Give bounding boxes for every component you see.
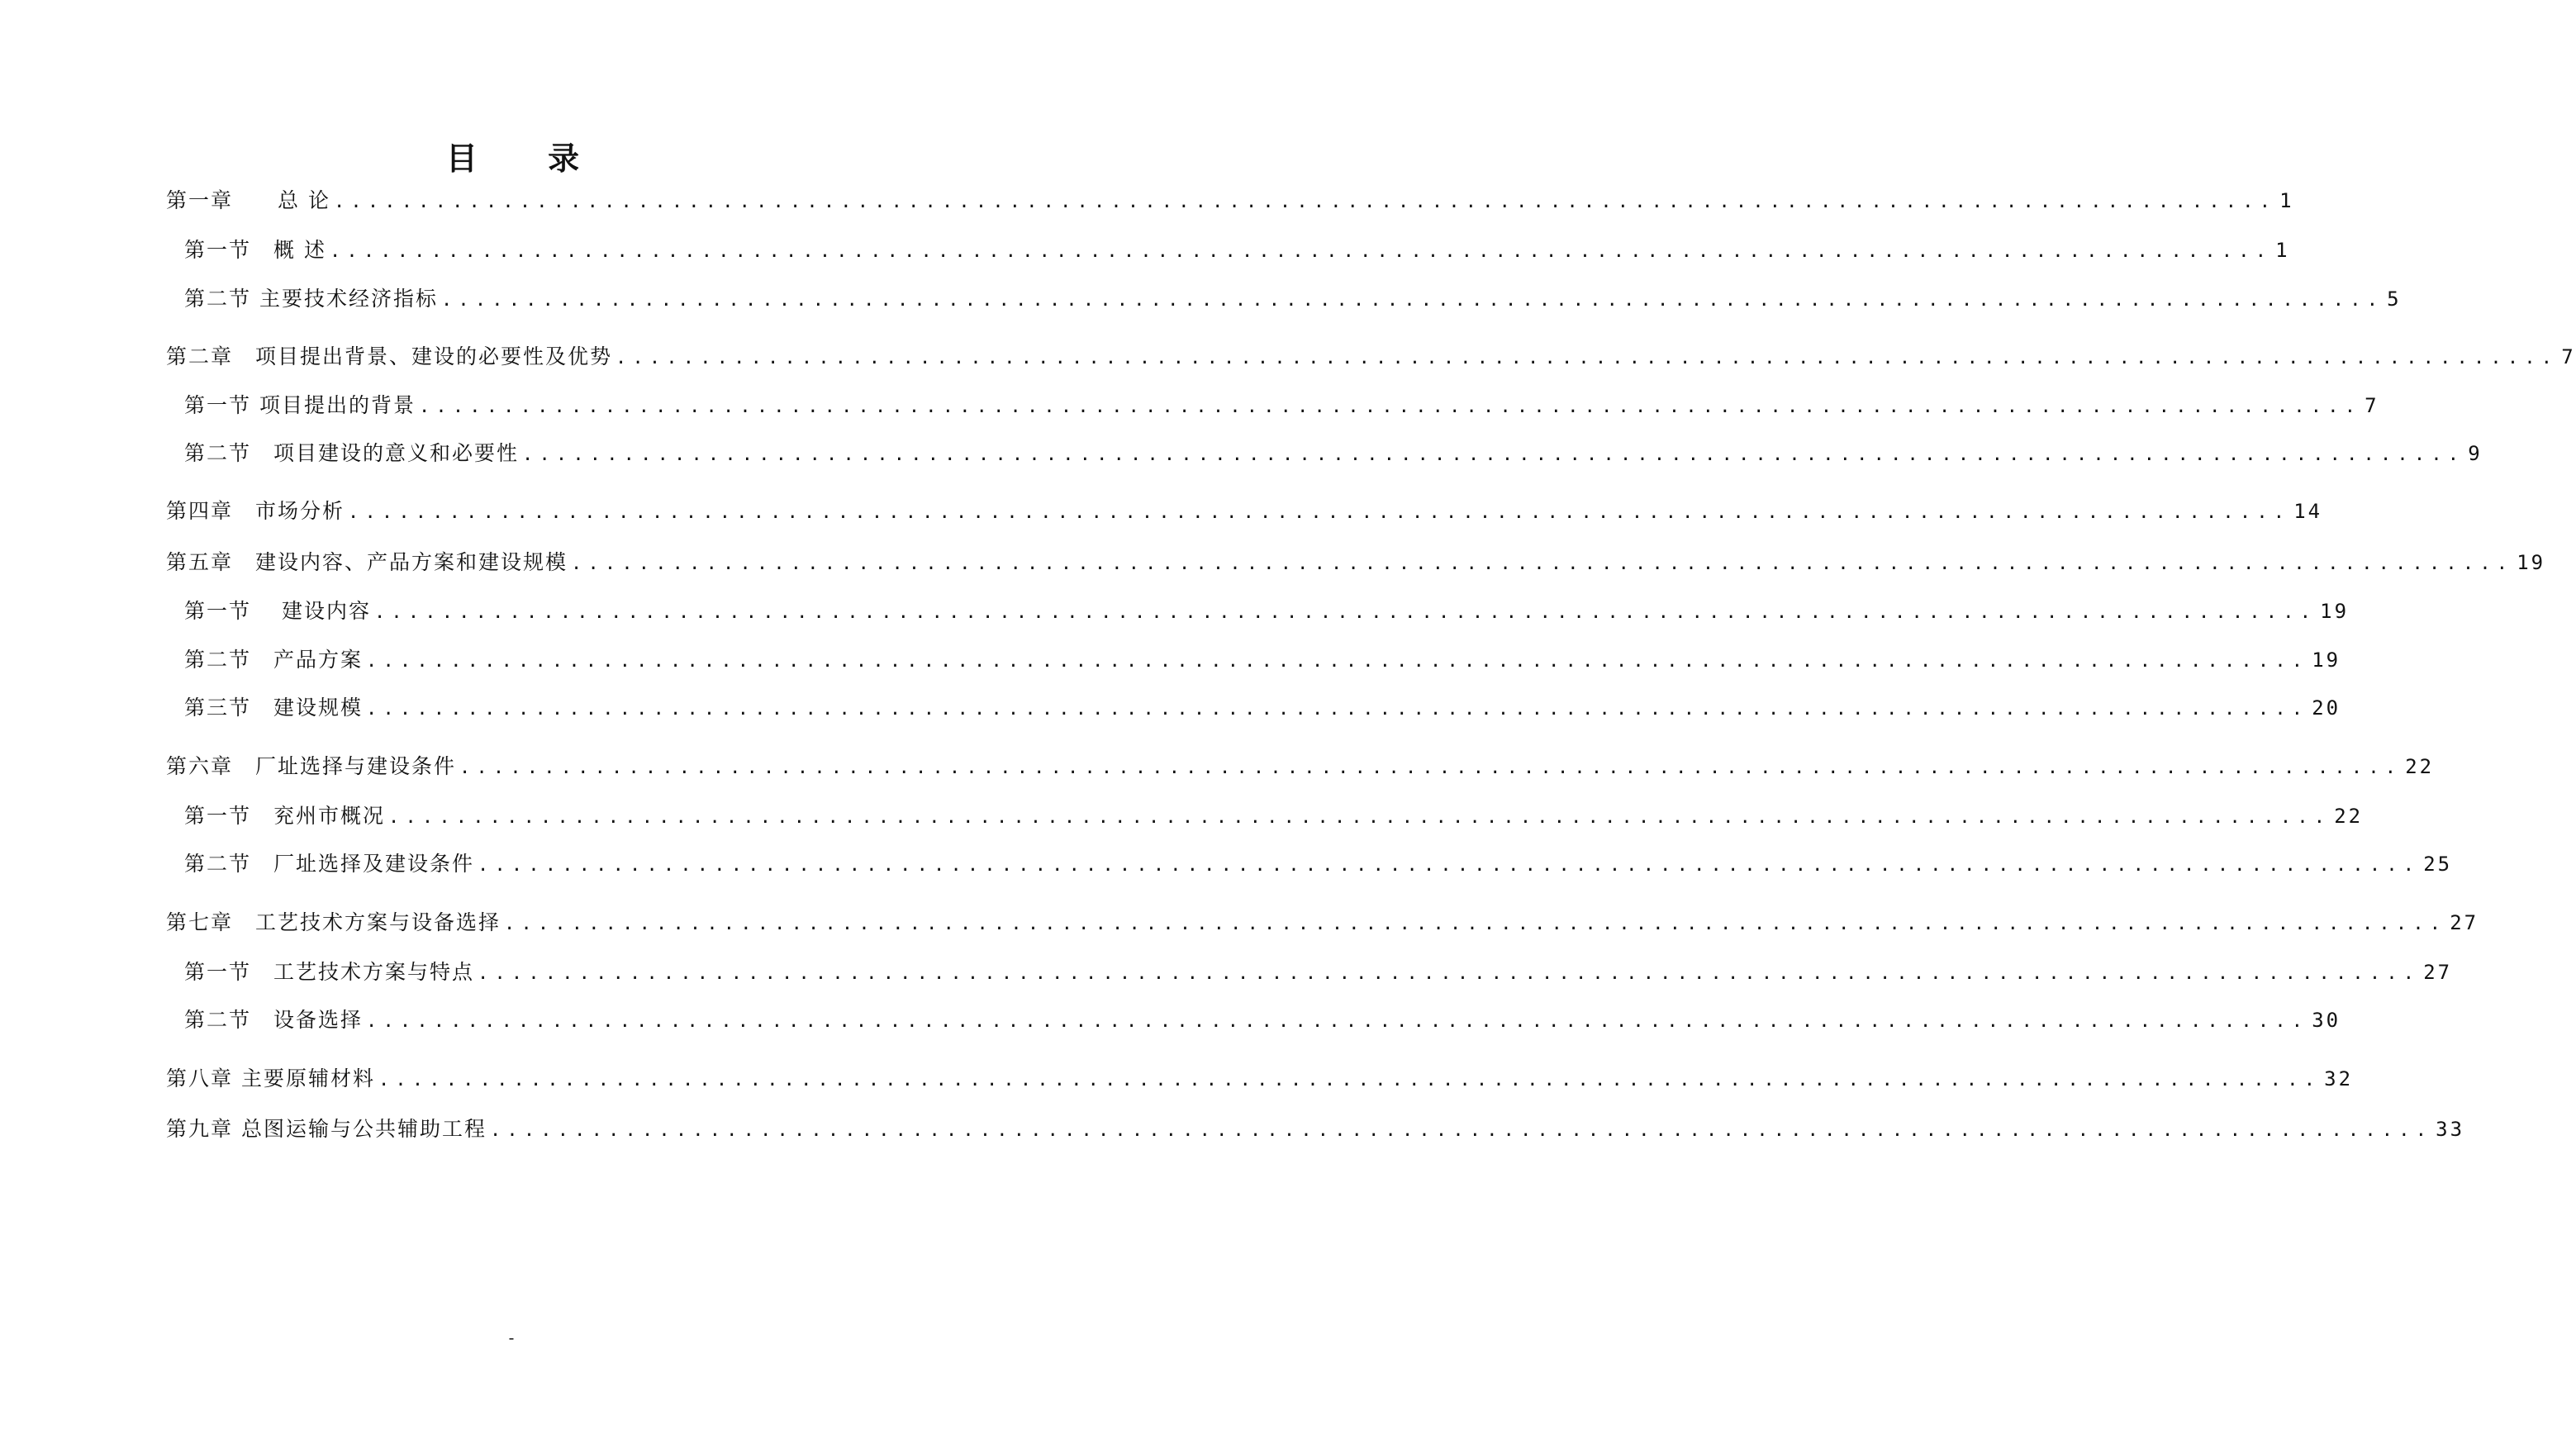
toc-chapter-entry[interactable]: [166, 343, 2576, 373]
toc-entry-label: 第七章 工艺技术方案与设备选择: [166, 910, 501, 934]
toc-page-number: 7: [2365, 394, 2379, 417]
dot-leader: ...................................................................................................................: [378, 1070, 2322, 1090]
toc-section-entry[interactable]: [184, 236, 2290, 266]
toc-entry-label: 第六章 厂址选择与建设条件: [166, 754, 457, 778]
toc-chapter-entry[interactable]: [166, 909, 2479, 938]
toc-page-number: 27: [2423, 961, 2453, 984]
toc-entry-label: 第九章 总图运输与公共辅助工程: [166, 1117, 487, 1141]
dot-leader: ...................................................................................................................: [366, 699, 2309, 720]
dot-leader: ...................................................................................................................: [366, 651, 2309, 672]
dot-leader: ...................................................................................................................: [478, 963, 2421, 984]
toc-entry-label: 第一节 项目提出的背景: [184, 393, 416, 417]
toc-section-entry[interactable]: [184, 646, 2341, 676]
toc-entry-label: 第二节 厂址选择及建设条件: [184, 852, 475, 876]
page-footer-mark: -: [508, 1328, 515, 1347]
dot-leader: ...................................................................................................................: [388, 807, 2331, 828]
toc-page-number: 22: [2334, 805, 2364, 828]
toc-chapter-entry[interactable]: [166, 1065, 2354, 1095]
dot-leader: ...................................................................................................................: [329, 241, 2273, 262]
toc-page-number: 27: [2450, 911, 2479, 934]
toc-page-number: 19: [2517, 551, 2546, 574]
toc-page-number: 1: [2279, 189, 2294, 212]
dot-leader: ...................................................................................................................: [489, 1120, 2433, 1141]
toc-entry-label: 第二节 产品方案: [184, 648, 364, 672]
dot-leader: ...................................................................................................................: [333, 192, 2277, 212]
dot-leader: ...................................................................................................................: [615, 348, 2559, 368]
toc-page-number: 19: [2312, 648, 2341, 672]
dot-leader: ...................................................................................................................: [373, 602, 2317, 623]
dot-leader: ...................................................................................................................: [571, 553, 2514, 574]
toc-section-entry[interactable]: [184, 392, 2379, 421]
dot-leader: ...................................................................................................................: [418, 397, 2362, 417]
toc-page-number: 25: [2423, 853, 2453, 876]
toc-chapter-entry[interactable]: [166, 497, 2323, 527]
toc-section-entry[interactable]: [184, 285, 2402, 315]
toc-section-entry[interactable]: [184, 597, 2350, 627]
dot-leader: ...................................................................................................................: [366, 1011, 2309, 1032]
toc-page-number: 7: [2561, 345, 2576, 368]
toc-page-number: 9: [2468, 442, 2483, 465]
dot-leader: ...................................................................................................................: [522, 444, 2465, 465]
toc-page-number: 32: [2324, 1067, 2354, 1090]
toc-page-number: 14: [2293, 500, 2323, 523]
toc-section-entry[interactable]: [184, 1006, 2341, 1036]
toc-chapter-entry[interactable]: [166, 187, 2294, 216]
toc-title: 目 录: [445, 140, 610, 177]
toc-entry-label: 第八章 主要原辅材料: [166, 1067, 375, 1090]
toc-entry-label: 第一章 总 论: [166, 188, 330, 212]
toc-entry-label: 第三节 建设规模: [184, 696, 364, 720]
toc-page-number: 1: [2275, 239, 2290, 262]
toc-page-number: 22: [2405, 755, 2435, 778]
toc-page-number: 20: [2312, 696, 2341, 720]
toc-page-number: 30: [2312, 1009, 2341, 1032]
dot-leader: ...................................................................................................................: [440, 290, 2384, 311]
toc-entry-label: 第一节 概 述: [184, 238, 326, 262]
toc-chapter-entry[interactable]: [166, 549, 2546, 578]
toc-entry-label: 第二节 主要技术经济指标: [184, 287, 438, 311]
toc-entry-label: 第一节 建设内容: [184, 599, 371, 623]
toc-entry-label: 第五章 建设内容、产品方案和建设规模: [166, 550, 568, 574]
toc-chapter-entry[interactable]: [166, 753, 2435, 782]
toc-section-entry[interactable]: [184, 850, 2453, 880]
dot-leader: ...................................................................................................................: [504, 914, 2447, 934]
toc-section-entry[interactable]: [184, 958, 2453, 988]
toc-page-number: 19: [2320, 600, 2350, 623]
toc-entry-label: 第一节 兖州市概况: [184, 804, 386, 828]
dot-leader: ...................................................................................................................: [459, 758, 2403, 778]
toc-entry-label: 第二章 项目提出背景、建设的必要性及优势: [166, 344, 613, 368]
dot-leader: ...................................................................................................................: [348, 502, 2291, 523]
dot-leader: ...................................................................................................................: [478, 855, 2421, 876]
toc-section-entry[interactable]: [184, 439, 2483, 469]
toc-chapter-entry[interactable]: [166, 1115, 2465, 1145]
toc-entry-label: 第一节 工艺技术方案与特点: [184, 960, 475, 984]
toc-entry-label: 第二节 项目建设的意义和必要性: [184, 441, 520, 465]
toc-page-number: 5: [2387, 287, 2402, 311]
toc-section-entry[interactable]: [184, 694, 2341, 724]
toc-entry-label: 第二节 设备选择: [184, 1008, 364, 1032]
toc-page-number: 33: [2436, 1118, 2465, 1141]
toc-section-entry[interactable]: [184, 802, 2364, 832]
toc-entry-label: 第四章 市场分析: [166, 499, 345, 523]
